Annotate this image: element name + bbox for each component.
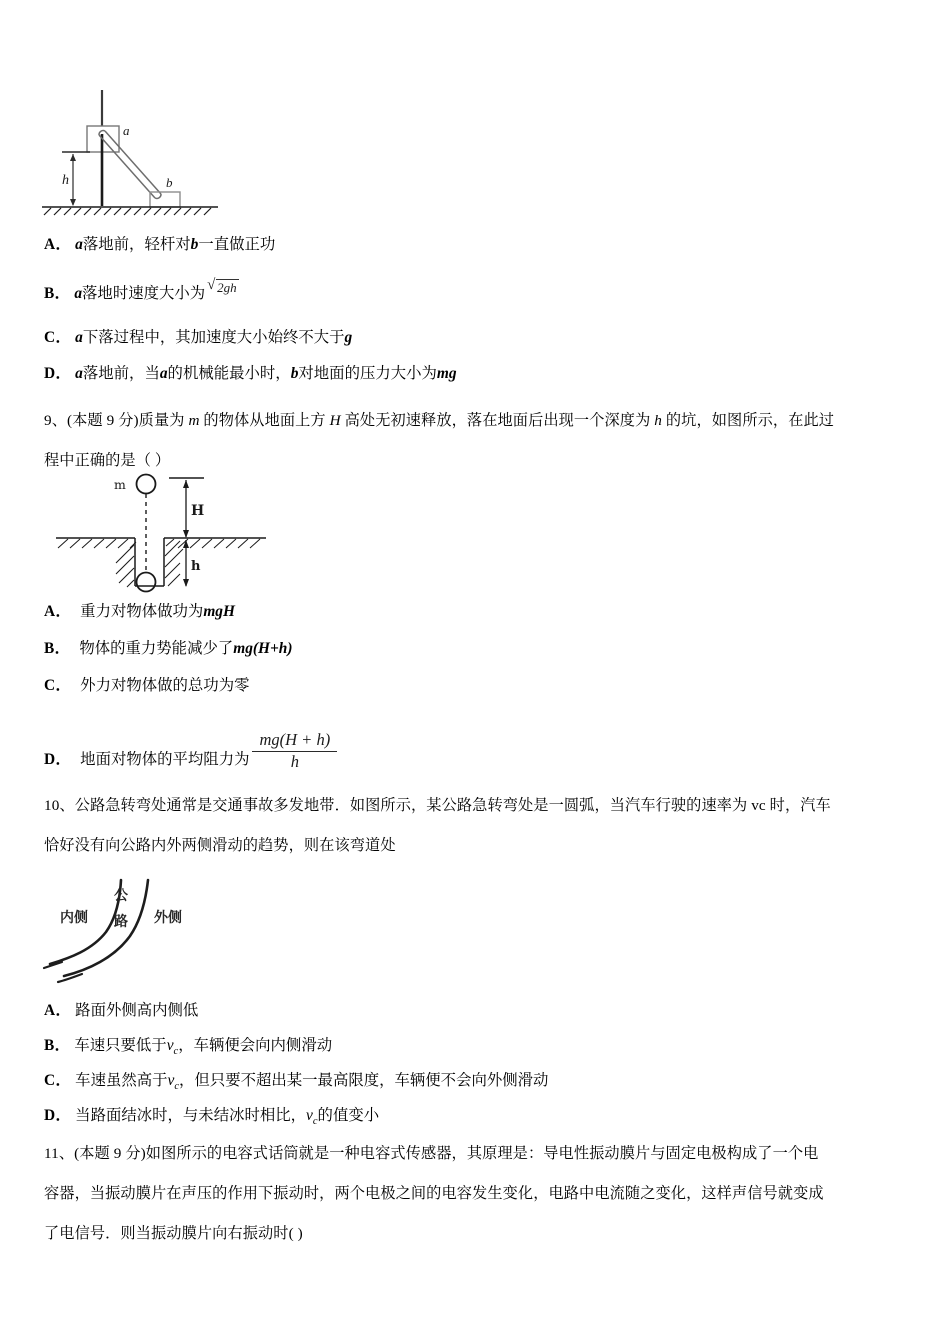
q9-option-b-label: B．: [44, 640, 71, 657]
q10-stem-line1: [44, 786, 831, 826]
q9-stem-text-4: 的坑，如图所示，在此过: [665, 412, 835, 429]
q10-option-b-var-sub: c: [173, 1046, 179, 1058]
q10-option-c-var-v: v: [167, 1072, 175, 1089]
q8-option-d-var-mg: mg: [436, 365, 457, 382]
q9-option-c[interactable]: [44, 675, 249, 697]
q10-option-d-label: D．: [44, 1107, 72, 1124]
figure-10-label-outer: 外侧: [154, 910, 182, 926]
q9-stem-line2: 程中正确的是（ ）: [44, 452, 171, 469]
q10-option-a[interactable]: [44, 1000, 198, 1022]
q8-option-b-text1: 落地时速度大小为: [82, 285, 206, 302]
figure-10-label-road-1: 公: [114, 888, 128, 904]
q8-option-b-var-a: a: [74, 285, 83, 302]
q8-option-a[interactable]: [44, 234, 275, 256]
q9-stem-text-3: 高处无初速释放，落在地面后出现一个深度为: [344, 412, 651, 429]
q8-option-d-var-a2: a: [159, 365, 168, 382]
q8-option-d-text3: 对地面的压力大小为: [298, 365, 437, 382]
q10-option-d-var-sub: c: [312, 1116, 318, 1128]
q9-option-a-formula: mgH: [203, 603, 235, 620]
q9-var-H: H: [329, 412, 341, 429]
q11-stem-line1: 11、(本题 9 分)如图所示的电容式话筒就是一种电容式传感器，其原理是：导电性振动膜片与固定电极构成了一个电: [44, 1145, 819, 1162]
q10-option-c[interactable]: [44, 1070, 548, 1098]
q8-option-a-text1: 落地前，轻杆对: [82, 236, 191, 253]
figure-block-a-pole-rod-block-b: [40, 88, 240, 220]
q8-option-b-label: B．: [44, 285, 71, 302]
q8-option-c-var-a: a: [75, 329, 83, 346]
q10-option-c-text2: ，但只要不超出某一最高限度，车辆便不会向外侧滑动: [179, 1072, 549, 1089]
q10-option-c-text1: 车速虽然高于: [75, 1072, 168, 1089]
q9-option-d-numerator: mg(H + h): [252, 731, 337, 752]
q10-option-b[interactable]: [44, 1035, 332, 1063]
figure-falling-mass-into-pit: [52, 466, 282, 596]
q10-option-b-var-v: v: [166, 1037, 174, 1054]
q8-option-b-radicand: 2gh: [217, 280, 237, 295]
q9-option-b-formula: mg(H+h): [233, 640, 293, 657]
figure-9-svg: [52, 466, 282, 596]
figure-8-label-h: h: [62, 173, 69, 188]
q8-option-d[interactable]: [44, 363, 457, 385]
q8-option-a-label: A．: [44, 236, 72, 253]
q10-option-a-text: 路面外侧高内侧低: [75, 1002, 199, 1019]
figure-10-label-road-2: 路: [114, 914, 128, 930]
figure-9-label-H: H: [191, 503, 205, 519]
q10-option-c-var-sub: c: [174, 1081, 180, 1093]
figure-8-svg: [40, 88, 240, 220]
q9-stem-line1: [44, 401, 834, 441]
q10-option-d[interactable]: [44, 1105, 379, 1133]
q8-option-c-label: C．: [44, 329, 72, 346]
figure-9-label-h: h: [191, 559, 201, 574]
figure-curved-road: [36, 878, 236, 990]
q8-option-d-text2: 的机械能最小时，: [167, 365, 291, 382]
q9-number: 9、: [44, 412, 67, 429]
q9-option-d-fraction: [252, 731, 337, 772]
q9-var-m: m: [188, 412, 200, 429]
q9-option-a-text: 重力对物体做功为: [80, 603, 204, 620]
q9-option-c-label: C．: [44, 677, 72, 694]
q9-option-d[interactable]: [44, 730, 340, 781]
q8-option-d-label: D．: [44, 365, 72, 382]
q10-option-b-label: B．: [44, 1037, 71, 1054]
q10-option-d-text2: 的值变小: [317, 1107, 380, 1124]
q10-option-b-text2: ，车辆便会向内侧滑动: [178, 1037, 333, 1054]
q11-stem-line2: 容器，当振动膜片在声压的作用下振动时，两个电极之间的电容发生变化，电路中电流随之变化，这样声信号就变成: [44, 1185, 824, 1202]
q10-stem-line2: 恰好没有向公路内外两侧滑动的趋势，则在该弯道处: [44, 837, 396, 854]
q9-option-c-text: 外力对物体做的总功为零: [80, 677, 250, 694]
q9-option-d-label: D．: [44, 751, 72, 768]
q9-option-a[interactable]: [44, 601, 235, 623]
figure-9-label-m: m: [114, 477, 126, 492]
q10-option-a-label: A．: [44, 1002, 72, 1019]
q9-option-b[interactable]: [44, 638, 292, 660]
q8-option-a-var-b: b: [190, 236, 199, 253]
q10-option-b-text1: 车速只要低于: [74, 1037, 167, 1054]
q8-option-a-var-a: a: [75, 236, 83, 253]
q8-option-d-var-a1: a: [75, 365, 83, 382]
figure-8-label-b: b: [166, 175, 173, 190]
q8-option-c-text1: 下落过程中，其加速度大小始终不大于: [82, 329, 345, 346]
q9-option-a-label: A．: [44, 603, 72, 620]
q10-option-c-label: C．: [44, 1072, 72, 1089]
q9-option-d-text: 地面对物体的平均阻力为: [80, 751, 250, 768]
q9-option-b-text: 物体的重力势能减少了: [79, 640, 234, 657]
radical-sign-icon: √: [207, 277, 216, 293]
q8-option-a-text2: 一直做正功: [198, 236, 276, 253]
q8-option-b-sqrt: [207, 277, 239, 299]
q8-option-b[interactable]: [44, 277, 239, 305]
q9-option-d-denominator: h: [290, 751, 299, 771]
figure-10-svg: [36, 878, 236, 990]
q8-option-d-text1: 落地前，当: [82, 365, 160, 382]
q11-stem-line3: 了电信号．则当振动膜片向右振动时( ): [44, 1225, 303, 1242]
q10-option-d-text1: 当路面结冰时，与未结冰时相比，: [75, 1107, 307, 1124]
q10-option-d-var-v: v: [306, 1107, 313, 1124]
q9-stem-text-2: 的物体从地面上方: [203, 412, 326, 429]
q8-option-c-var-g: g: [344, 329, 353, 346]
q9-var-h: h: [654, 412, 662, 429]
q10-number: 10、: [44, 797, 75, 814]
figure-8-label-a: a: [123, 123, 130, 138]
figure-10-label-inner: 内侧: [60, 910, 88, 926]
q8-option-d-var-b: b: [290, 365, 299, 382]
q9-stem-text-1: 质量为: [138, 412, 185, 429]
q8-option-c[interactable]: [44, 327, 352, 349]
q9-score-tag: (本题 9 分): [66, 412, 139, 429]
q10-stem-text-1: 公路急转弯处通常是交通事故多发地带．如图所示，某公路急转弯处是一圆弧，当汽车行驶的速率为 vc 时，汽车: [74, 797, 831, 814]
